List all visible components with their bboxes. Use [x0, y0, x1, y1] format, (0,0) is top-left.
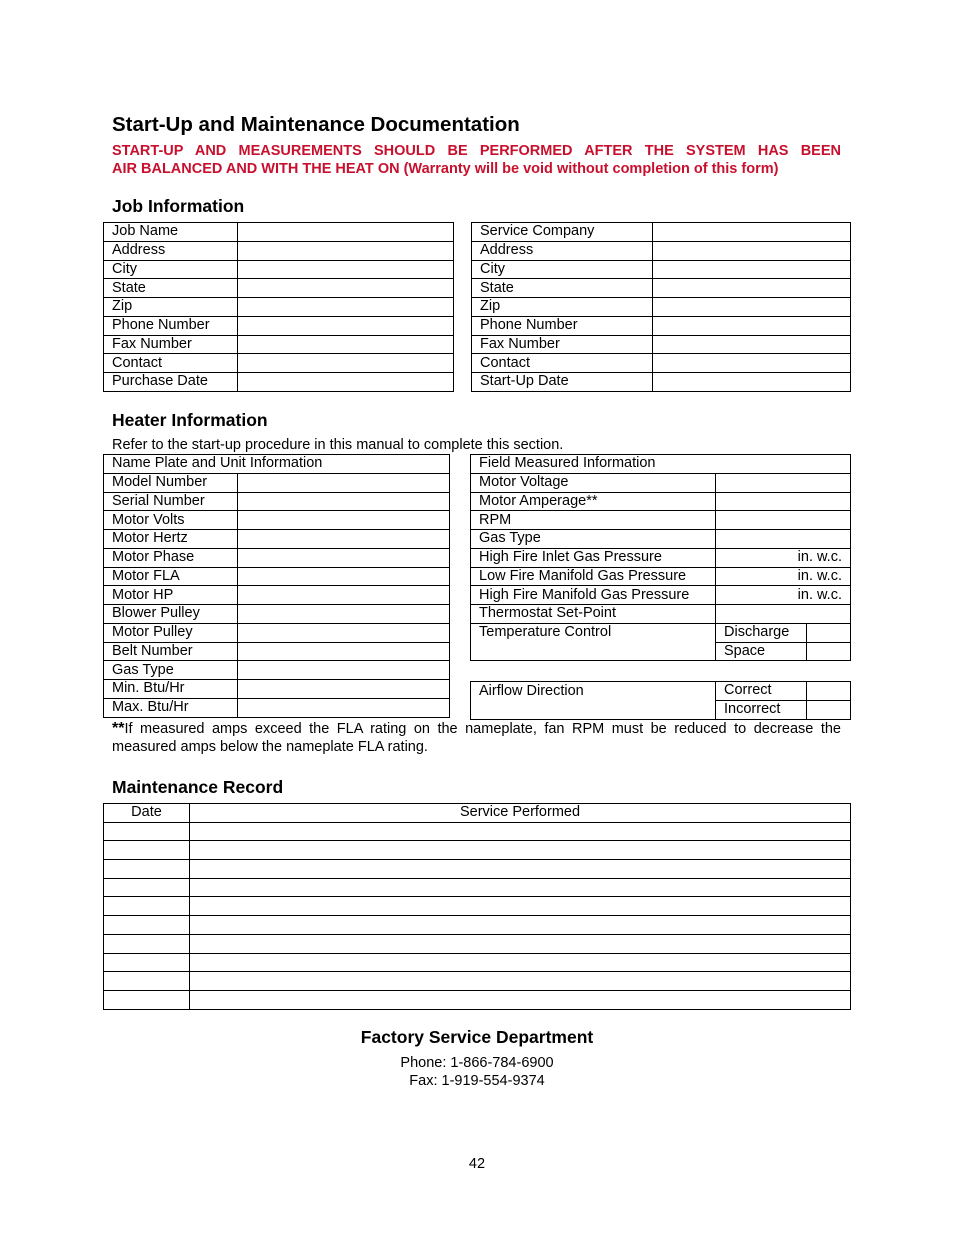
maintenance-date-cell[interactable]: [104, 841, 190, 860]
job-field-label: Contact: [104, 354, 238, 373]
nameplate-label: Motor Pulley: [104, 623, 238, 642]
table-row: [471, 511, 851, 530]
job-field-value[interactable]: [238, 260, 454, 279]
job-field-value[interactable]: [238, 335, 454, 354]
maintenance-service-header: Service Performed: [190, 804, 851, 823]
company-field-value[interactable]: [653, 335, 851, 354]
table-row: [104, 492, 450, 511]
table-row: [472, 260, 851, 279]
company-field-value[interactable]: [653, 241, 851, 260]
field-label: RPM: [471, 511, 716, 530]
table-row: [472, 373, 851, 392]
maintenance-service-cell[interactable]: [190, 897, 851, 916]
maintenance-service-cell[interactable]: [190, 822, 851, 841]
company-field-value[interactable]: [653, 279, 851, 298]
table-row: [104, 661, 450, 680]
job-field-value[interactable]: [238, 298, 454, 317]
field-value[interactable]: [716, 530, 851, 549]
table-row: [104, 373, 454, 392]
nameplate-value[interactable]: [238, 511, 450, 530]
airflow-row: [471, 682, 851, 701]
company-field-value[interactable]: [653, 260, 851, 279]
page-title: Start-Up and Maintenance Documentation: [112, 113, 520, 136]
table-row: [104, 642, 450, 661]
airflow-table: [470, 681, 851, 720]
field-value[interactable]: in. w.c.: [716, 586, 851, 605]
table-row: [104, 841, 851, 860]
job-field-label: City: [104, 260, 238, 279]
field-value[interactable]: [716, 605, 851, 624]
company-field-value[interactable]: [653, 223, 851, 242]
maintenance-record-table: [103, 803, 851, 1010]
table-row: [104, 916, 851, 935]
table-row: [472, 279, 851, 298]
table-row: [104, 623, 450, 642]
job-info-table: [103, 222, 454, 392]
company-field-label: State: [472, 279, 653, 298]
job-field-label: Address: [104, 241, 238, 260]
table-row: [104, 680, 450, 699]
table-row: [104, 298, 454, 317]
table-row: [104, 990, 851, 1009]
nameplate-value[interactable]: [238, 642, 450, 661]
field-label: High Fire Inlet Gas Pressure: [471, 548, 716, 567]
temperature-control-label: Temperature Control: [471, 623, 716, 642]
airflow-incorrect-check[interactable]: [807, 700, 851, 719]
maintenance-date-cell[interactable]: [104, 990, 190, 1009]
table-row: [471, 530, 851, 549]
job-information-heading: Job Information: [112, 196, 245, 216]
airflow-label: Airflow Direction: [471, 682, 716, 701]
maintenance-date-cell[interactable]: [104, 878, 190, 897]
maintenance-date-cell[interactable]: [104, 897, 190, 916]
table-row: [104, 316, 454, 335]
job-field-value[interactable]: [238, 354, 454, 373]
table-row: [104, 548, 450, 567]
field-value[interactable]: in. w.c.: [716, 567, 851, 586]
company-field-value[interactable]: [653, 316, 851, 335]
page-number: 42: [468, 1156, 486, 1172]
maintenance-service-cell[interactable]: [190, 878, 851, 897]
maintenance-service-cell[interactable]: [190, 916, 851, 935]
table-row: [471, 548, 851, 567]
field-value[interactable]: [716, 492, 851, 511]
company-field-value[interactable]: [653, 298, 851, 317]
table-row: [472, 354, 851, 373]
table-row: [472, 241, 851, 260]
company-field-label: City: [472, 260, 653, 279]
maintenance-service-cell[interactable]: [190, 990, 851, 1009]
field-value[interactable]: in. w.c.: [716, 548, 851, 567]
nameplate-value[interactable]: [238, 530, 450, 549]
job-field-label: Fax Number: [104, 335, 238, 354]
nameplate-value[interactable]: [238, 492, 450, 511]
field-value[interactable]: [716, 511, 851, 530]
field-value[interactable]: [716, 473, 851, 492]
table-row: [471, 586, 851, 605]
nameplate-label: Min. Btu/Hr: [104, 680, 238, 699]
nameplate-label: Gas Type: [104, 661, 238, 680]
heater-instruction: Refer to the start-up procedure in this manual to complete this section.: [112, 437, 564, 453]
nameplate-label: Serial Number: [104, 492, 238, 511]
job-field-label: Zip: [104, 298, 238, 317]
temperature-discharge-check[interactable]: [807, 623, 851, 642]
job-field-label: Phone Number: [104, 316, 238, 335]
table-row: [104, 260, 454, 279]
nameplate-value[interactable]: [238, 586, 450, 605]
nameplate-value[interactable]: [238, 548, 450, 567]
job-field-value[interactable]: [238, 223, 454, 242]
airflow-option-correct: Correct: [716, 682, 807, 701]
table-row: [471, 567, 851, 586]
job-field-label: Job Name: [104, 223, 238, 242]
job-field-value[interactable]: [238, 316, 454, 335]
company-field-label: Service Company: [472, 223, 653, 242]
temperature-control-label-continued: [471, 642, 716, 661]
nameplate-label: Motor Hertz: [104, 530, 238, 549]
table-row: [471, 492, 851, 511]
warning-line-2: AIR BALANCED AND WITH THE HEAT ON (Warranty will be void without completion of this form): [112, 161, 779, 177]
footnote-marker: **: [112, 720, 125, 737]
table-row: [104, 279, 454, 298]
warranty-warning: [112, 142, 841, 178]
maintenance-header-row: [104, 804, 851, 823]
company-field-label: Start-Up Date: [472, 373, 653, 392]
airflow-row: [471, 700, 851, 719]
maintenance-date-cell[interactable]: [104, 822, 190, 841]
field-label: High Fire Manifold Gas Pressure: [471, 586, 716, 605]
table-row: [104, 972, 851, 991]
table-row: [472, 223, 851, 242]
company-field-label: Fax Number: [472, 335, 653, 354]
nameplate-value[interactable]: [238, 623, 450, 642]
maintenance-service-cell[interactable]: [190, 860, 851, 879]
maintenance-date-cell[interactable]: [104, 860, 190, 879]
maintenance-service-cell[interactable]: [190, 934, 851, 953]
temperature-option-space: Space: [716, 642, 807, 661]
airflow-correct-check[interactable]: [807, 682, 851, 701]
table-row: [104, 473, 450, 492]
table-row: [104, 511, 450, 530]
nameplate-label: Motor FLA: [104, 567, 238, 586]
table-row: [104, 586, 450, 605]
table-row: [104, 335, 454, 354]
table-row: [104, 698, 450, 717]
factory-service-heading: Factory Service Department: [360, 1027, 594, 1047]
field-header: Field Measured Information: [471, 455, 851, 474]
job-field-value[interactable]: [238, 241, 454, 260]
temperature-option-discharge: Discharge: [716, 623, 807, 642]
maintenance-date-cell[interactable]: [104, 972, 190, 991]
nameplate-label: Belt Number: [104, 642, 238, 661]
heater-information-heading: Heater Information: [112, 410, 268, 430]
table-row: [472, 335, 851, 354]
nameplate-value[interactable]: [238, 605, 450, 624]
airflow-label-continued: [471, 700, 716, 719]
table-row: [104, 897, 851, 916]
nameplate-table: [103, 454, 450, 718]
field-label: Low Fire Manifold Gas Pressure: [471, 567, 716, 586]
table-row: [104, 241, 454, 260]
maintenance-date-cell[interactable]: [104, 916, 190, 935]
table-row: [472, 316, 851, 335]
nameplate-label: Max. Btu/Hr: [104, 698, 238, 717]
service-company-table: [471, 222, 851, 392]
table-row: [104, 860, 851, 879]
company-field-label: Zip: [472, 298, 653, 317]
temperature-space-check[interactable]: [807, 642, 851, 661]
table-row: [104, 822, 851, 841]
maintenance-record-heading: Maintenance Record: [112, 777, 284, 797]
table-row: [104, 354, 454, 373]
company-field-value[interactable]: [653, 373, 851, 392]
field-label: Motor Voltage: [471, 473, 716, 492]
field-measured-table: [470, 454, 851, 661]
job-field-label: Purchase Date: [104, 373, 238, 392]
table-row: [471, 642, 851, 661]
nameplate-label: Motor Volts: [104, 511, 238, 530]
company-field-label: Phone Number: [472, 316, 653, 335]
nameplate-value[interactable]: [238, 567, 450, 586]
field-label: Gas Type: [471, 530, 716, 549]
table-row: [104, 605, 450, 624]
warning-line-1: START-UP AND MEASUREMENTS SHOULD BE PERFORMED AFTER THE SYSTEM HAS BEEN: [112, 143, 841, 159]
job-field-label: State: [104, 279, 238, 298]
nameplate-label: Model Number: [104, 473, 238, 492]
table-row: [104, 530, 450, 549]
airflow-option-incorrect: Incorrect: [716, 700, 807, 719]
factory-phone: Phone: 1-866-784-6900: [400, 1055, 554, 1071]
maintenance-service-cell[interactable]: [190, 972, 851, 991]
field-header-row: [471, 455, 851, 474]
nameplate-value[interactable]: [238, 680, 450, 699]
table-row: [104, 934, 851, 953]
company-field-label: Address: [472, 241, 653, 260]
maintenance-service-cell[interactable]: [190, 953, 851, 972]
table-row: [104, 953, 851, 972]
nameplate-value[interactable]: [238, 698, 450, 717]
nameplate-header-row: [104, 455, 450, 474]
nameplate-value[interactable]: [238, 473, 450, 492]
table-row: [471, 605, 851, 624]
nameplate-header: Name Plate and Unit Information: [104, 455, 450, 474]
nameplate-value[interactable]: [238, 661, 450, 680]
field-label: Thermostat Set-Point: [471, 605, 716, 624]
maintenance-service-cell[interactable]: [190, 841, 851, 860]
job-field-value[interactable]: [238, 279, 454, 298]
nameplate-label: Blower Pulley: [104, 605, 238, 624]
footnote: [112, 720, 841, 756]
footnote-text-1: If measured amps exceed the FLA rating on the nameplate, fan RPM must be reduced to decrease the: [124, 721, 841, 737]
job-field-value[interactable]: [238, 373, 454, 392]
footnote-line-1: [112, 720, 841, 738]
table-row: [104, 567, 450, 586]
nameplate-label: Motor HP: [104, 586, 238, 605]
maintenance-date-cell[interactable]: [104, 934, 190, 953]
table-row: [471, 623, 851, 642]
maintenance-date-cell[interactable]: [104, 953, 190, 972]
footnote-line-2: measured amps below the nameplate FLA rating.: [112, 739, 428, 755]
field-label: Motor Amperage**: [471, 492, 716, 511]
table-row: [104, 878, 851, 897]
nameplate-label: Motor Phase: [104, 548, 238, 567]
table-row: [471, 473, 851, 492]
factory-fax: Fax: 1-919-554-9374: [409, 1073, 545, 1089]
company-field-label: Contact: [472, 354, 653, 373]
table-row: [472, 298, 851, 317]
table-row: [104, 223, 454, 242]
company-field-value[interactable]: [653, 354, 851, 373]
maintenance-date-header: Date: [104, 804, 190, 823]
